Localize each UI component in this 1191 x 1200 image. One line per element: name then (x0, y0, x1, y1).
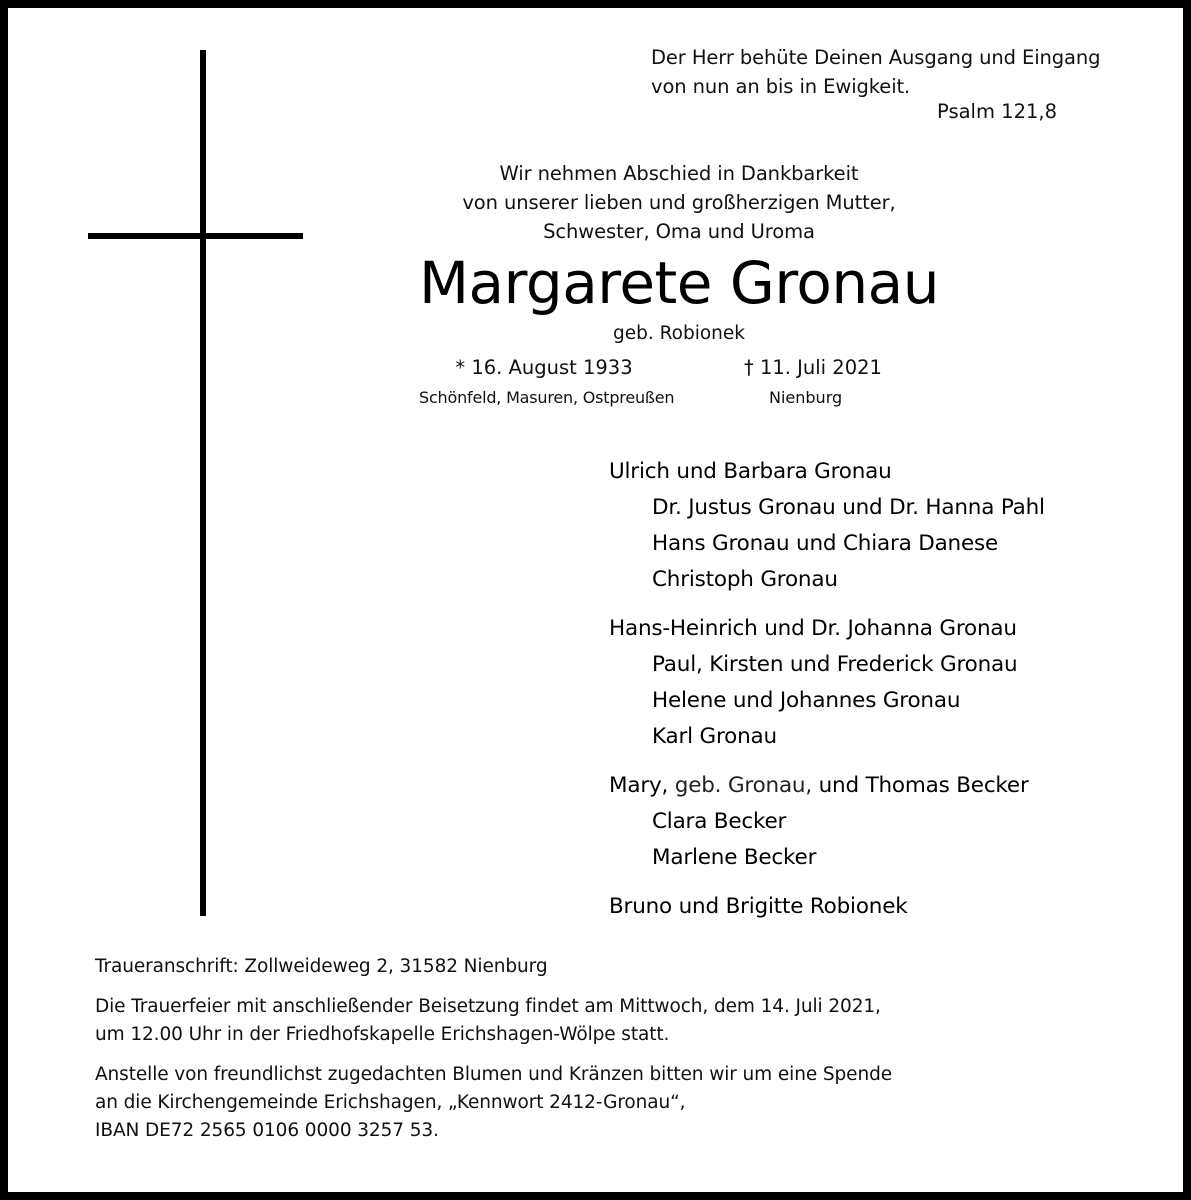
birth-date: * 16. August 1933 (455, 356, 633, 379)
ceremony-line-2: um 12.00 Uhr in der Friedhofskapelle Erichshagen-Wölpe statt. (95, 1024, 670, 1045)
family-head: Ulrich und Barbara Gronau (609, 459, 892, 484)
family-member: Paul, Kirsten und Frederick Gronau (652, 652, 1018, 677)
family-head-part: Mary, (609, 773, 669, 798)
intro-line-1: Wir nehmen Abschied in Dankbarkeit (499, 162, 859, 185)
family-member: Helene und Johannes Gronau (652, 688, 961, 713)
maiden-name: geb. Robionek (613, 323, 745, 344)
notice-footer (95, 953, 1095, 1157)
ceremony-line-1: Die Trauerfeier mit anschließender Beisetzung findet am Mittwoch, dem 14. Juli 2021, (95, 996, 881, 1017)
family-member: Clara Becker (652, 809, 787, 834)
death-place: Nienburg (769, 388, 843, 407)
ceremony-info (95, 993, 1095, 1049)
family-group (609, 454, 1045, 598)
family-head (609, 768, 1045, 804)
verse-line-1: Der Herr behüte Deinen Ausgang und Eingang (651, 46, 1101, 69)
family-group (609, 768, 1045, 876)
bible-verse (651, 43, 1100, 101)
family-head-part: geb. Gronau, (668, 773, 812, 798)
farewell-intro (339, 159, 1019, 246)
cross-icon (200, 50, 206, 916)
mourning-address: Traueranschrift: Zollweideweg 2, 31582 Nienburg (95, 956, 548, 977)
family-member: Hans Gronau und Chiara Danese (652, 531, 999, 556)
verse-line-2: von nun an bis in Ewigkeit. (651, 75, 911, 98)
family-member: Dr. Justus Gronau und Dr. Hanna Pahl (652, 495, 1045, 520)
death-date: † 11. Juli 2021 (744, 356, 882, 379)
deceased-name: Margarete Gronau (419, 249, 939, 317)
donation-line-3: IBAN DE72 2565 0106 0000 3257 53. (95, 1120, 439, 1141)
intro-line-3: Schwester, Oma und Uroma (543, 220, 815, 243)
family-head: Bruno und Brigitte Robionek (609, 894, 908, 919)
intro-line-2: von unserer lieben und großherzigen Mutter, (462, 191, 896, 214)
family-head: Hans-Heinrich und Dr. Johanna Gronau (609, 616, 1017, 641)
family-group (609, 889, 1045, 925)
family-member: Karl Gronau (652, 724, 777, 749)
cross-icon-bar (88, 233, 303, 239)
donation-info (95, 1061, 1095, 1145)
family-head-part: und Thomas Becker (812, 773, 1029, 798)
donation-line-1: Anstelle von freundlichst zugedachten Blumen und Kränzen bitten wir um eine Spende (95, 1064, 893, 1085)
family-member: Marlene Becker (652, 845, 817, 870)
donation-line-2: an die Kirchengemeinde Erichshagen, „Kennwort 2412-Gronau“, (95, 1092, 686, 1113)
family-group (609, 611, 1045, 755)
mourners-list (609, 454, 1045, 938)
birth-place: Schönfeld, Masuren, Ostpreußen (419, 388, 675, 407)
verse-reference: Psalm 121,8 (937, 100, 1057, 123)
family-member: Christoph Gronau (652, 567, 838, 592)
